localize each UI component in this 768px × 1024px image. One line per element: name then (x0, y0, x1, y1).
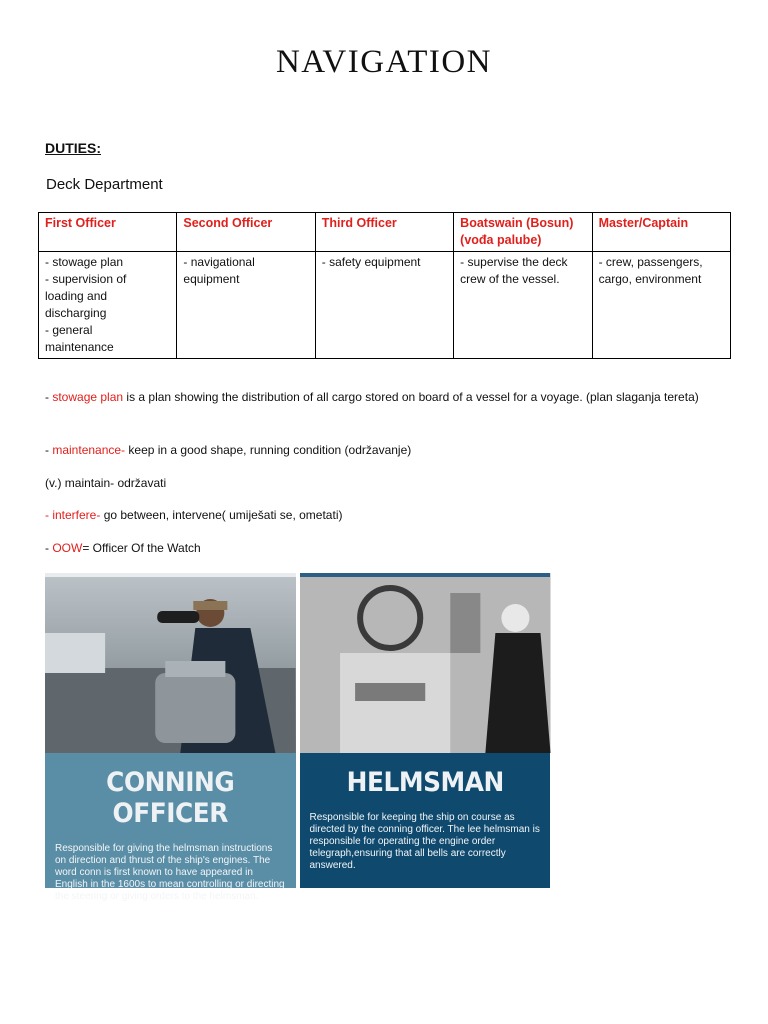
department-label: Deck Department (46, 176, 163, 193)
helmsman-panel (300, 573, 551, 888)
table-row (39, 252, 731, 359)
conning-officer-photo (45, 573, 296, 753)
cell-third-officer: - safety equipment (315, 252, 453, 359)
cell-first-officer: - stowage plan - supervision of loading and discharging - general maintenance (39, 252, 177, 359)
cell-boatswain: - supervise the deck crew of the vessel. (454, 252, 592, 359)
helmsman-photo (300, 573, 551, 753)
conning-officer-heading: CONNING OFFICER (106, 767, 235, 829)
helmsman-heading: HELMSMAN (346, 767, 504, 798)
header-third-officer: Third Officer (315, 213, 453, 252)
conning-officer-caption (45, 753, 296, 902)
definition-interfere: - interfere- go between, intervene( umiješati se, ometati) (45, 508, 343, 522)
definition-stowage-plan: - stowage plan is a plan showing the distribution of all cargo stored on board of a vessel for a voyage. (plan slaganja tereta) (45, 390, 699, 404)
helmsman-caption (300, 753, 551, 888)
panel-top-border (300, 573, 551, 577)
panel-top-border (45, 573, 296, 577)
conning-helmsman-figure (45, 573, 550, 902)
conning-officer-description: Responsible for giving the helmsman instructions on direction and thrust of the ship's engines. The word conn is first known to have appeared in English in the 1600s to mean controlling or directing the steering or giving orders to the helmsman. (55, 843, 285, 902)
officer-binoculars-illustration (45, 573, 296, 753)
definition-oow: - OOW= Officer Of the Watch (45, 541, 201, 555)
header-boatswain: Boatswain (Bosun) (vođa palube) (454, 213, 592, 252)
cell-master-captain: - crew, passengers, cargo, environment (592, 252, 730, 359)
definition-maintain: (v.) maintain- održavati (45, 476, 167, 490)
definition-maintenance: - maintenance- keep in a good shape, running condition (održavanje) (45, 443, 412, 457)
duties-heading: DUTIES: (45, 140, 101, 156)
conning-officer-panel (45, 573, 296, 902)
table-header-row (39, 213, 731, 252)
header-first-officer: First Officer (39, 213, 177, 252)
header-master-captain: Master/Captain (592, 213, 730, 252)
duties-table (38, 212, 731, 359)
cell-second-officer: - navigational equipment (177, 252, 315, 359)
header-second-officer: Second Officer (177, 213, 315, 252)
helmsman-description: Responsible for keeping the ship on course as directed by the conning officer. The lee helmsman is responsible for operating the engine order telegraph,ensuring that all bells are correctly answered. (309, 812, 540, 871)
page-title: NAVIGATION (275, 44, 493, 80)
helmsman-wheel-illustration (300, 573, 551, 753)
